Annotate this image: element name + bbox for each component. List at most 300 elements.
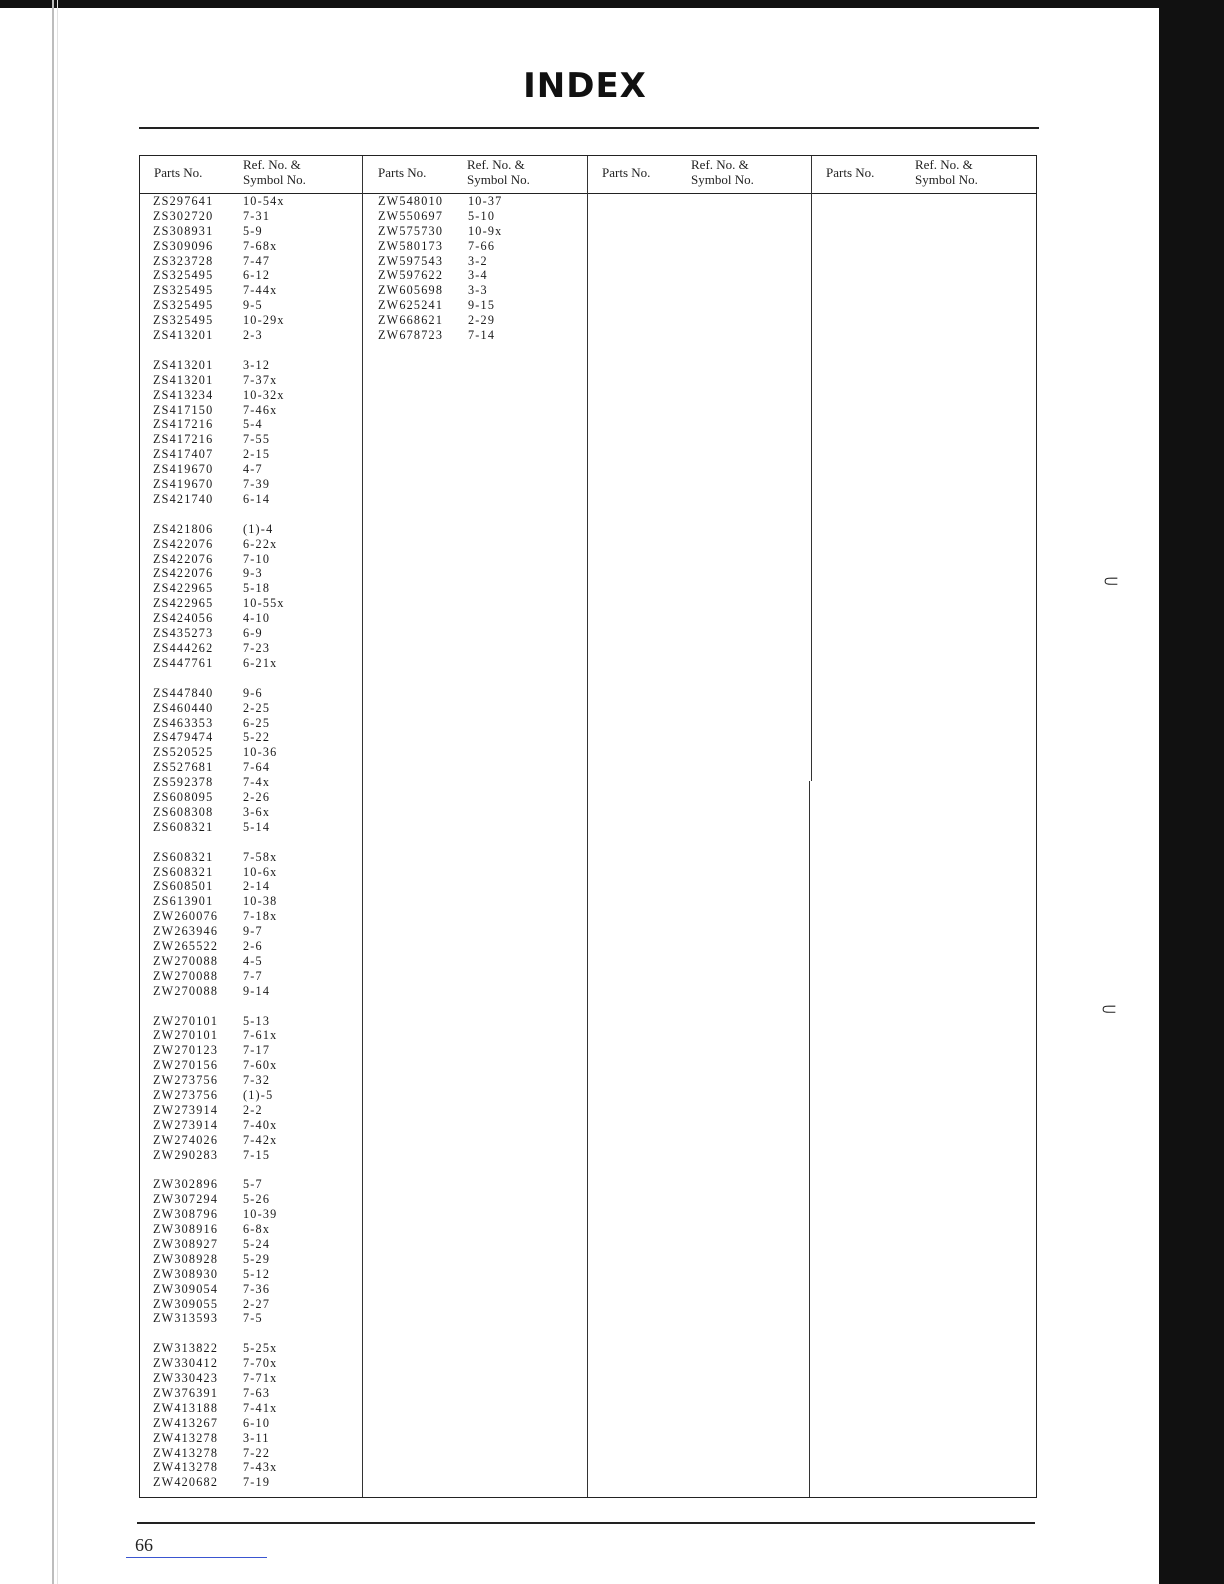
index-row <box>140 492 313 507</box>
part-number: ZS527681 <box>153 760 214 775</box>
part-number: ZW273756 <box>153 1087 219 1102</box>
index-row <box>140 939 313 954</box>
index-row <box>140 522 313 537</box>
ref-symbol: 7-71x <box>243 1371 278 1386</box>
ref-symbol: 7-14 <box>468 328 496 343</box>
binder-hole-mark: ⸦ <box>1100 570 1123 595</box>
index-row <box>140 1297 313 1312</box>
ref-symbol: 2-3 <box>243 328 263 343</box>
part-number: ZS435273 <box>153 626 214 641</box>
ref-symbol: 7-17 <box>243 1043 271 1058</box>
ref-symbol: 7-60x <box>243 1058 278 1073</box>
ref-symbol: 6-22x <box>243 536 278 551</box>
index-row <box>140 209 313 224</box>
index-row <box>140 701 313 716</box>
index-row <box>140 1118 313 1133</box>
part-number: ZW308916 <box>153 1222 219 1237</box>
ref-symbol: 10-37 <box>468 194 503 208</box>
part-number: ZS608321 <box>153 819 214 834</box>
column-divider <box>809 781 810 1497</box>
ref-symbol: 7-32 <box>243 1073 271 1088</box>
ref-symbol: 6-21x <box>243 655 278 670</box>
ref-symbol: 5-7 <box>243 1177 263 1192</box>
index-row <box>365 194 538 209</box>
part-number: ZS417407 <box>153 447 214 462</box>
parts-no-header: Parts No. <box>378 165 427 180</box>
part-number: ZW605698 <box>378 283 444 298</box>
part-number: ZS463353 <box>153 715 214 730</box>
ref-symbol: 5-18 <box>243 581 271 596</box>
part-number: ZW668621 <box>378 313 444 328</box>
ref-symbol: 7-64 <box>243 760 271 775</box>
ref-symbol: 5-29 <box>243 1251 271 1266</box>
row-group <box>140 1014 313 1163</box>
part-number: ZS417150 <box>153 402 214 417</box>
part-number: ZS479474 <box>153 730 214 745</box>
part-number: ZW580173 <box>378 238 444 253</box>
index-row <box>140 1401 313 1416</box>
ref-symbol: 7-22 <box>243 1445 271 1460</box>
footer-rule <box>137 1522 1035 1524</box>
scan-edge-left-faint <box>57 0 58 1584</box>
ref-symbol: 6-8x <box>243 1222 271 1237</box>
ref-symbol: 9-14 <box>243 983 271 998</box>
ref-symbol: 9-3 <box>243 566 263 581</box>
ref-symbol: 3-11 <box>243 1430 270 1445</box>
part-number: ZW309055 <box>153 1296 219 1311</box>
part-number: ZS302720 <box>153 208 214 223</box>
ref-symbol: 5-24 <box>243 1237 271 1251</box>
ref-symbol: 6-12 <box>243 268 271 283</box>
index-row <box>140 760 313 775</box>
ref-symbol: 5-13 <box>243 1013 271 1028</box>
index-row <box>140 1431 313 1446</box>
part-number: ZW265522 <box>153 938 219 953</box>
index-row <box>140 403 313 418</box>
ref-symbol: 6-14 <box>243 491 271 506</box>
ref-symbol: 4-10 <box>243 611 271 626</box>
index-row <box>140 969 313 984</box>
ref-symbol: 5-14 <box>243 819 271 834</box>
part-number: ZS413201 <box>153 328 214 343</box>
ref-symbol: 9-5 <box>243 298 263 313</box>
parts-no-header: Parts No. <box>154 165 203 180</box>
index-row <box>140 254 313 269</box>
index-row <box>140 1192 313 1207</box>
ref-symbol: 10-38 <box>243 894 278 909</box>
index-row <box>140 1386 313 1401</box>
part-number: ZS424056 <box>153 611 214 626</box>
index-row <box>140 1222 313 1237</box>
part-number: ZS421740 <box>153 491 214 506</box>
index-column <box>365 194 538 358</box>
index-row <box>140 1371 313 1386</box>
part-number: ZS417216 <box>153 417 214 432</box>
index-row <box>140 820 313 835</box>
index-row <box>140 447 313 462</box>
index-row <box>140 566 313 581</box>
ref-symbol: 9-7 <box>243 924 263 939</box>
ref-symbol: 7-19 <box>243 1475 271 1490</box>
part-number: ZW548010 <box>378 194 444 208</box>
index-row <box>140 1460 313 1475</box>
index-row <box>140 1014 313 1029</box>
part-number: ZS308931 <box>153 223 214 238</box>
part-number: ZW309054 <box>153 1281 219 1296</box>
ref-symbol: 9-15 <box>468 298 496 313</box>
part-number: ZW307294 <box>153 1192 219 1207</box>
part-number: ZW274026 <box>153 1132 219 1147</box>
row-group <box>140 358 313 507</box>
column-divider <box>587 156 588 1497</box>
ref-symbol: 5-12 <box>243 1266 271 1281</box>
part-number: ZS413201 <box>153 372 214 387</box>
part-number: ZW270088 <box>153 953 219 968</box>
ref-symbol: 10-29x <box>243 313 285 328</box>
ref-symbol: 7-58x <box>243 849 278 864</box>
index-row <box>140 924 313 939</box>
ref-symbol: 2-2 <box>243 1102 263 1117</box>
ref-symbol: 6-10 <box>243 1415 271 1430</box>
ref-symbol: 2-15 <box>243 447 271 462</box>
ref-symbol: 7-47 <box>243 253 271 268</box>
part-number: ZW413188 <box>153 1400 219 1415</box>
part-number: ZS422965 <box>153 581 214 596</box>
index-row <box>140 373 313 388</box>
index-row <box>140 313 313 328</box>
part-number: ZW270101 <box>153 1028 219 1043</box>
part-number: ZW302896 <box>153 1177 219 1192</box>
index-row <box>140 611 313 626</box>
index-row <box>140 1446 313 1461</box>
ref-symbol: 3-2 <box>468 253 488 268</box>
part-number: ZS422965 <box>153 596 214 611</box>
part-number: ZS608321 <box>153 849 214 864</box>
part-number: ZS608321 <box>153 864 214 879</box>
index-row <box>140 1252 313 1267</box>
index-row <box>140 1475 313 1490</box>
ref-symbol: 7-55 <box>243 432 271 447</box>
ref-symbol: 7-43x <box>243 1460 278 1475</box>
index-row <box>140 224 313 239</box>
index-row <box>140 477 313 492</box>
ref-symbol: 7-41x <box>243 1400 278 1415</box>
column-header <box>364 156 586 193</box>
ref-symbol: (1)-4 <box>243 521 274 536</box>
index-row <box>140 790 313 805</box>
part-number: ZS447840 <box>153 685 214 700</box>
index-row <box>140 537 313 552</box>
index-row <box>365 298 538 313</box>
part-number: ZS297641 <box>153 194 214 208</box>
ref-no-header: Ref. No. & Symbol No. <box>467 157 530 187</box>
part-number: ZS613901 <box>153 894 214 909</box>
index-row <box>140 432 313 447</box>
index-row <box>140 1282 313 1297</box>
ref-symbol: 7-70x <box>243 1356 278 1371</box>
part-number: ZW376391 <box>153 1386 219 1401</box>
ref-symbol: 2-26 <box>243 789 271 804</box>
index-table <box>139 155 1037 1498</box>
ref-symbol: 7-66 <box>468 238 496 253</box>
ref-symbol: 7-46x <box>243 402 278 417</box>
index-row <box>140 328 313 343</box>
part-number: ZS460440 <box>153 700 214 715</box>
index-row <box>140 805 313 820</box>
index-row <box>140 417 313 432</box>
part-number: ZW263946 <box>153 924 219 939</box>
ref-symbol: 7-4x <box>243 775 271 790</box>
index-row <box>365 268 538 283</box>
ref-symbol: 7-7 <box>243 968 263 983</box>
scan-edge-left <box>52 0 54 1584</box>
scan-edge-top <box>0 0 1224 8</box>
ref-symbol: 5-25x <box>243 1341 278 1356</box>
index-row <box>140 1088 313 1103</box>
part-number: ZS422076 <box>153 536 214 551</box>
ref-symbol: 7-63 <box>243 1386 271 1401</box>
column-header <box>812 156 1034 193</box>
part-number: ZS421806 <box>153 521 214 536</box>
index-row <box>140 716 313 731</box>
part-number: ZS309096 <box>153 238 214 253</box>
ref-symbol: 7-31 <box>243 208 271 223</box>
index-row <box>140 1058 313 1073</box>
column-divider <box>362 156 363 1497</box>
title-rule <box>139 127 1039 129</box>
index-row <box>140 268 313 283</box>
ref-no-header: Ref. No. & Symbol No. <box>915 157 978 187</box>
index-row <box>140 954 313 969</box>
ref-symbol: 10-54x <box>243 194 285 208</box>
ref-symbol: 3-3 <box>468 283 488 298</box>
part-number: ZS413201 <box>153 357 214 372</box>
part-number: ZW273756 <box>153 1073 219 1088</box>
row-group <box>140 522 313 671</box>
part-number: ZS417216 <box>153 432 214 447</box>
ref-symbol: 7-5 <box>243 1311 263 1326</box>
ref-symbol: 5-26 <box>243 1192 271 1207</box>
part-number: ZW313822 <box>153 1341 219 1356</box>
index-row <box>140 194 313 209</box>
ref-symbol: 4-7 <box>243 462 263 477</box>
index-row <box>140 1416 313 1431</box>
row-group <box>365 194 538 343</box>
part-number: ZW413278 <box>153 1430 219 1445</box>
index-row <box>140 1267 313 1282</box>
index-row <box>140 1341 313 1356</box>
part-number: ZW308796 <box>153 1207 219 1222</box>
part-number: ZW270088 <box>153 968 219 983</box>
ref-symbol: 7-37x <box>243 372 278 387</box>
part-number: ZW420682 <box>153 1475 219 1490</box>
part-number: ZW308930 <box>153 1266 219 1281</box>
index-row <box>140 358 313 373</box>
ref-symbol: 6-25 <box>243 715 271 730</box>
index-row <box>140 730 313 745</box>
ref-symbol: 7-23 <box>243 640 271 655</box>
index-row <box>140 1133 313 1148</box>
ref-symbol: 7-68x <box>243 238 278 253</box>
part-number: ZW330412 <box>153 1356 219 1371</box>
index-row <box>365 283 538 298</box>
row-group <box>140 1341 313 1490</box>
index-row <box>140 626 313 641</box>
index-row <box>140 1073 313 1088</box>
part-number: ZW330423 <box>153 1371 219 1386</box>
part-number: ZS325495 <box>153 313 214 328</box>
ref-symbol: 5-22 <box>243 730 271 745</box>
ref-no-header: Ref. No. & Symbol No. <box>243 157 306 187</box>
ref-symbol: 7-18x <box>243 909 278 924</box>
part-number: ZW308928 <box>153 1251 219 1266</box>
scan-edge-right <box>1159 0 1224 1584</box>
part-number: ZW260076 <box>153 909 219 924</box>
part-number: ZS419670 <box>153 462 214 477</box>
index-row <box>140 462 313 477</box>
index-row <box>140 596 313 611</box>
parts-no-header: Parts No. <box>602 165 651 180</box>
part-number: ZW597622 <box>378 268 444 283</box>
index-row <box>140 1237 313 1252</box>
page-title: INDEX <box>523 66 647 106</box>
row-group <box>140 1177 313 1326</box>
part-number: ZS325495 <box>153 298 214 313</box>
ref-symbol: 5-10 <box>468 208 496 223</box>
index-row <box>140 388 313 403</box>
ref-symbol: 7-40x <box>243 1117 278 1132</box>
binder-hole-mark: ⸦ <box>1098 998 1121 1023</box>
ref-symbol: 7-15 <box>243 1147 271 1162</box>
index-row <box>140 1207 313 1222</box>
index-row <box>365 209 538 224</box>
index-row <box>365 224 538 239</box>
ref-symbol: 4-5 <box>243 953 263 968</box>
part-number: ZW625241 <box>378 298 444 313</box>
part-number: ZS422076 <box>153 566 214 581</box>
ref-symbol: 10-9x <box>468 223 503 238</box>
ref-symbol: 6-9 <box>243 626 263 641</box>
part-number: ZW273914 <box>153 1117 219 1132</box>
index-row <box>140 1177 313 1192</box>
part-number: ZW413267 <box>153 1415 219 1430</box>
index-row <box>140 850 313 865</box>
index-row <box>140 298 313 313</box>
index-row <box>140 686 313 701</box>
index-row <box>140 1028 313 1043</box>
ref-symbol: 10-32x <box>243 387 285 402</box>
index-row <box>140 1311 313 1326</box>
index-row <box>365 313 538 328</box>
ref-symbol: 3-12 <box>243 357 271 372</box>
ref-symbol: 9-6 <box>243 685 263 700</box>
index-row <box>140 984 313 999</box>
part-number: ZW413278 <box>153 1460 219 1475</box>
part-number: ZW550697 <box>378 208 444 223</box>
index-row <box>140 1103 313 1118</box>
row-group <box>140 850 313 999</box>
index-row <box>140 581 313 596</box>
ref-symbol: 7-39 <box>243 477 271 492</box>
part-number: ZS422076 <box>153 551 214 566</box>
ref-symbol: 7-42x <box>243 1132 278 1147</box>
part-number: ZW308927 <box>153 1237 219 1251</box>
index-row <box>140 775 313 790</box>
ref-symbol: 2-29 <box>468 313 496 328</box>
column-header <box>140 156 362 193</box>
part-number: ZW273914 <box>153 1102 219 1117</box>
part-number: ZS325495 <box>153 283 214 298</box>
index-row <box>140 239 313 254</box>
part-number: ZS592378 <box>153 775 214 790</box>
part-number: ZS608095 <box>153 789 214 804</box>
index-row <box>140 656 313 671</box>
ref-symbol: 2-27 <box>243 1296 271 1311</box>
index-row <box>140 745 313 760</box>
part-number: ZS413234 <box>153 387 214 402</box>
index-column <box>140 194 313 1505</box>
part-number: ZS608501 <box>153 879 214 894</box>
ref-symbol: 7-10 <box>243 551 271 566</box>
row-group <box>140 686 313 835</box>
index-row <box>140 283 313 298</box>
part-number: ZS447761 <box>153 655 214 670</box>
ref-symbol: 2-14 <box>243 879 271 894</box>
part-number: ZS419670 <box>153 477 214 492</box>
index-row <box>140 1043 313 1058</box>
ref-symbol: 2-6 <box>243 938 263 953</box>
part-number: ZW678723 <box>378 328 444 343</box>
part-number: ZW290283 <box>153 1147 219 1162</box>
part-number: ZW575730 <box>378 223 444 238</box>
column-divider <box>811 156 812 781</box>
part-number: ZW270123 <box>153 1043 219 1058</box>
part-number: ZS608308 <box>153 804 214 819</box>
part-number: ZW313593 <box>153 1311 219 1326</box>
index-row <box>140 879 313 894</box>
ref-symbol: 10-36 <box>243 745 278 760</box>
part-number: ZS444262 <box>153 640 214 655</box>
ref-symbol: 10-55x <box>243 596 285 611</box>
index-row <box>140 909 313 924</box>
ref-symbol: 5-9 <box>243 223 263 238</box>
part-number: ZW597543 <box>378 253 444 268</box>
ref-symbol: (1)-5 <box>243 1087 274 1102</box>
index-row <box>140 894 313 909</box>
part-number: ZW270101 <box>153 1013 219 1028</box>
ref-symbol: 3-6x <box>243 804 271 819</box>
column-header <box>588 156 810 193</box>
part-number: ZS520525 <box>153 745 214 760</box>
ref-symbol: 7-61x <box>243 1028 278 1043</box>
page-number-underline <box>126 1557 267 1558</box>
part-number: ZW413278 <box>153 1445 219 1460</box>
index-row <box>365 328 538 343</box>
row-group <box>140 194 313 343</box>
index-row <box>140 1356 313 1371</box>
ref-symbol: 2-25 <box>243 700 271 715</box>
index-row <box>140 552 313 567</box>
ref-no-header: Ref. No. & Symbol No. <box>691 157 754 187</box>
ref-symbol: 3-4 <box>468 268 488 283</box>
ref-symbol: 10-6x <box>243 864 278 879</box>
ref-symbol: 5-4 <box>243 417 263 432</box>
part-number: ZS323728 <box>153 253 214 268</box>
index-row <box>140 1148 313 1163</box>
index-row <box>140 641 313 656</box>
parts-no-header: Parts No. <box>826 165 875 180</box>
index-row <box>365 239 538 254</box>
